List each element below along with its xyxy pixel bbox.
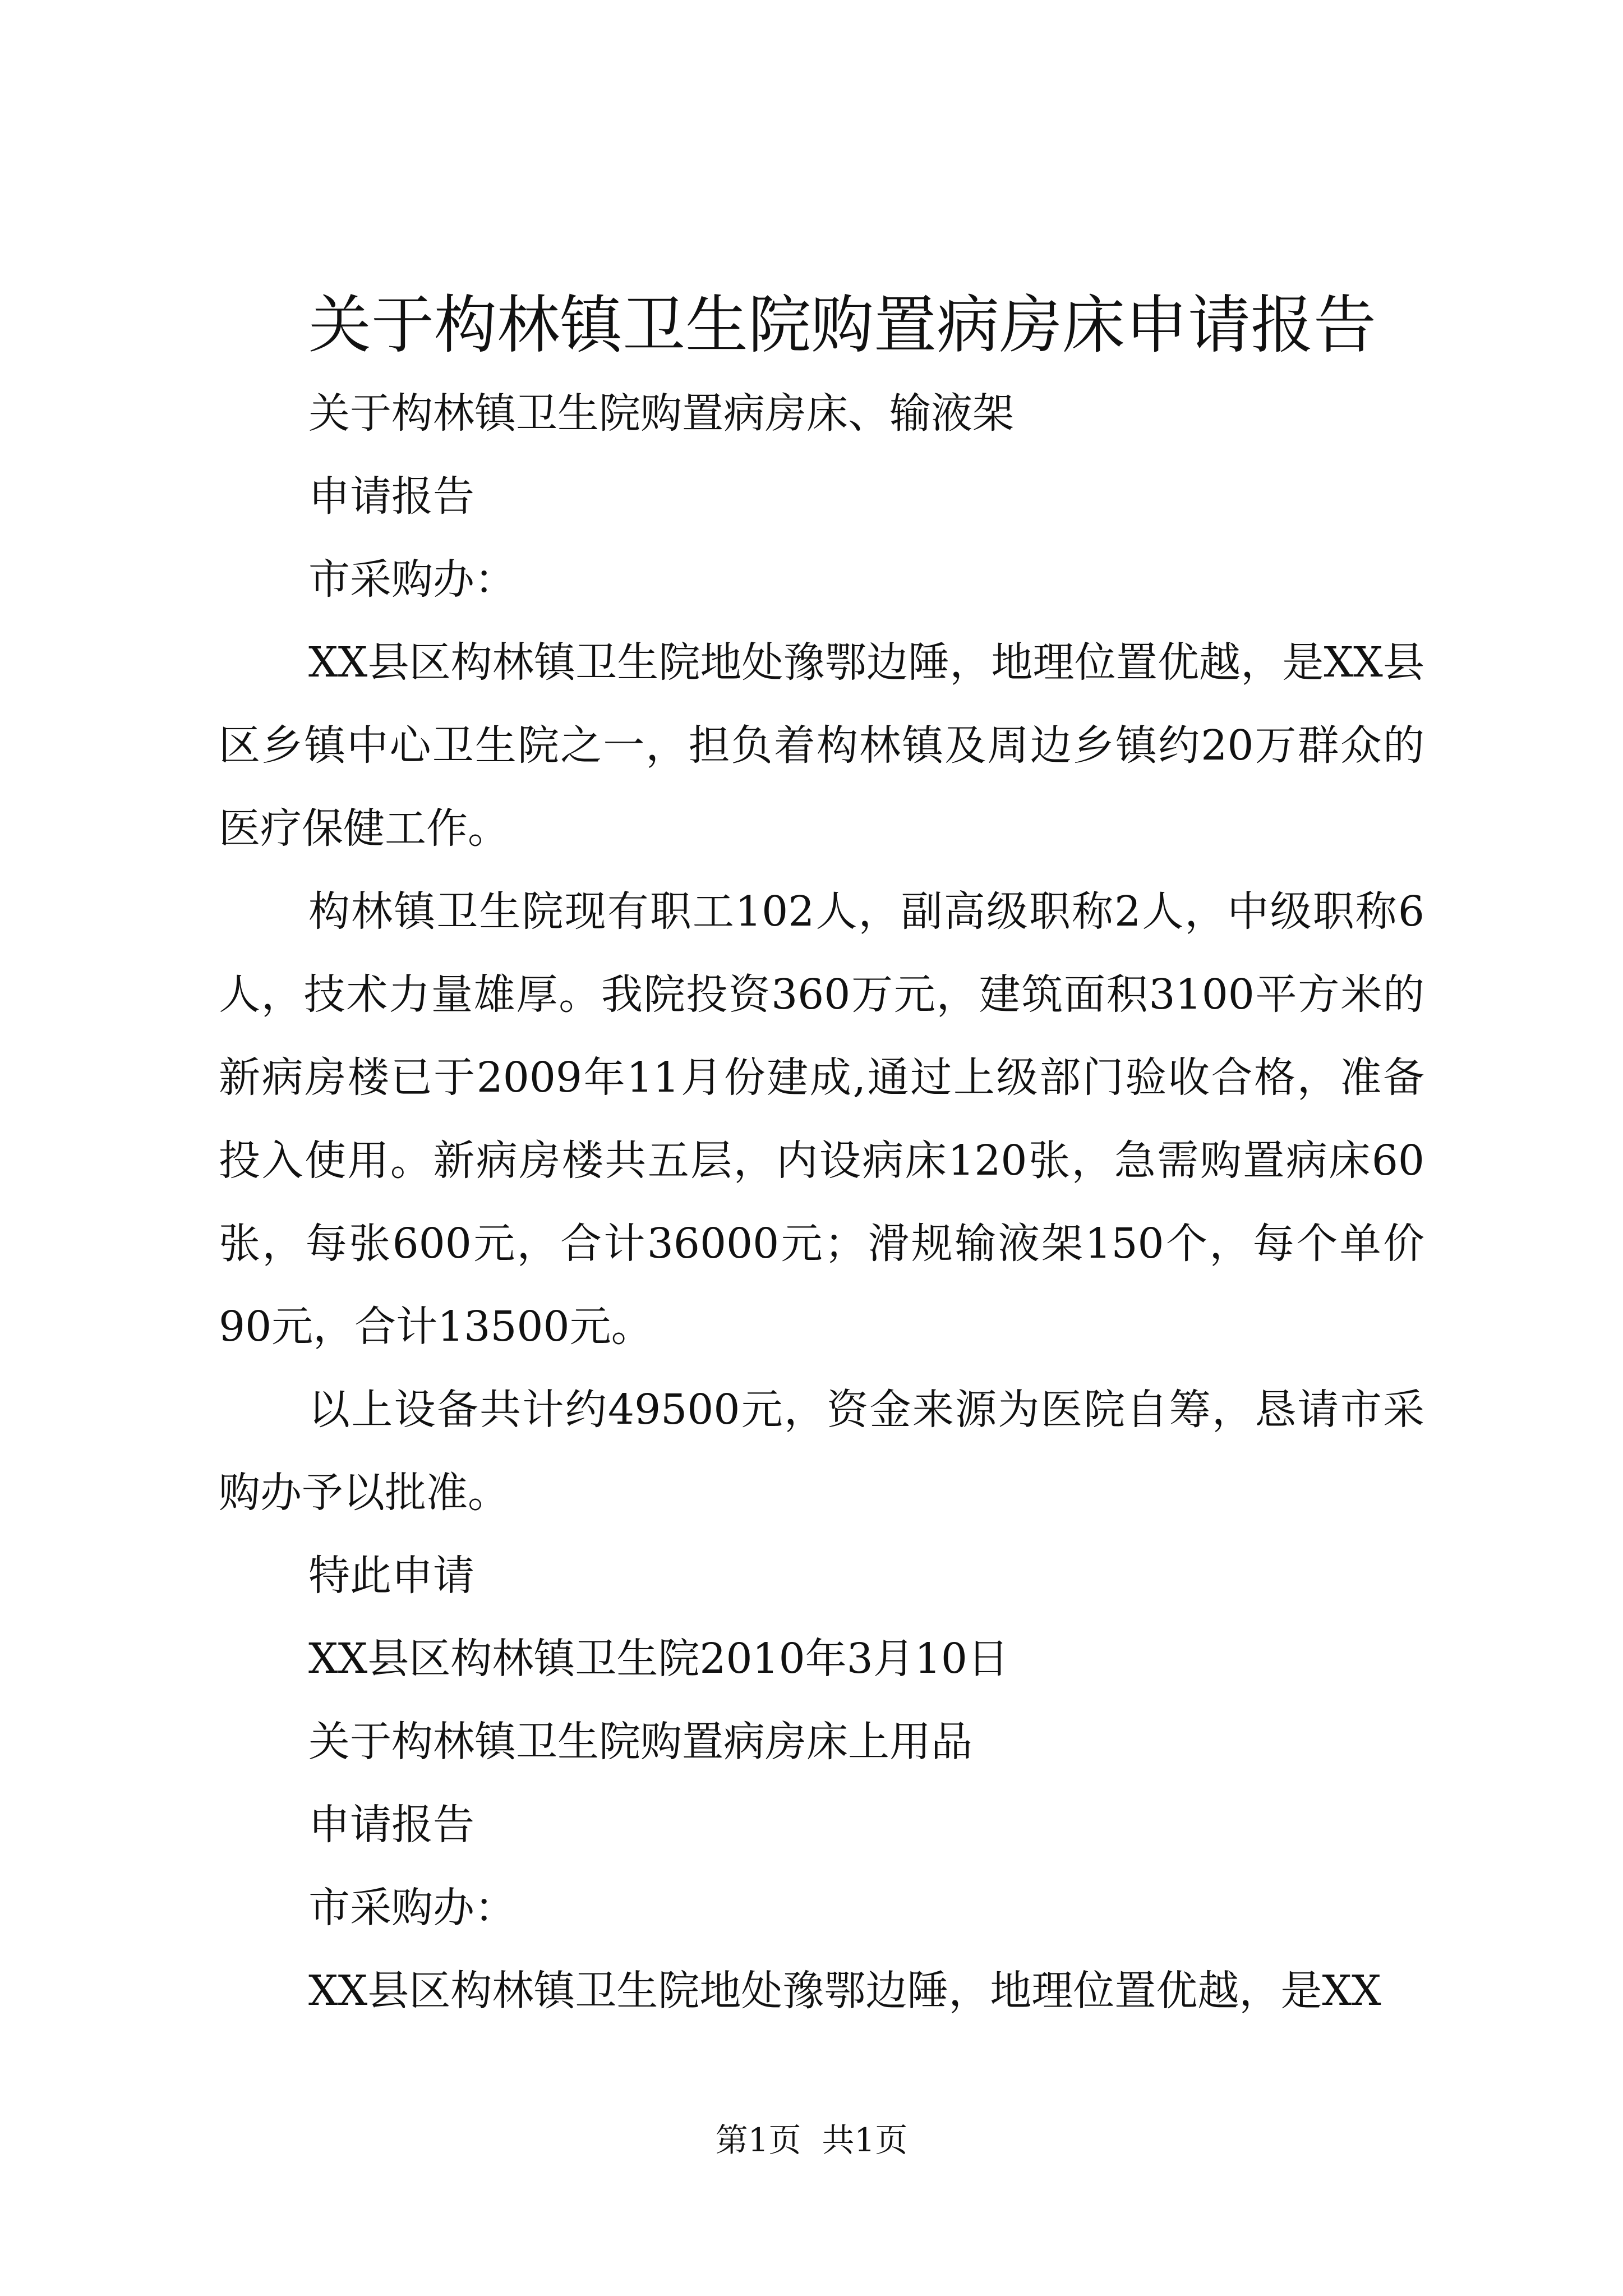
subtitle-line: 关于构林镇卫生院购置病房床、输液架 — [308, 389, 1014, 438]
document-body — [219, 283, 1424, 2032]
page-footer: 第1页 共1页 — [715, 2121, 908, 2159]
subtitle-line: 关于构林镇卫生院购置病房床上用品 — [308, 1718, 972, 1766]
closing-line: 特此申请 — [308, 1552, 474, 1600]
subtitle-line: 申请报告 — [308, 472, 474, 521]
addressee: 市采购办： — [308, 555, 516, 604]
body-paragraph: XX县区构林镇卫生院地处豫鄂边陲，地理位置优越，是XX — [308, 1967, 1381, 2015]
subtitle-line: 申请报告 — [308, 1801, 474, 1849]
document-title: 关于构林镇卫生院购置病房床申请报告 — [308, 289, 1376, 362]
signature-line: XX县区构林镇卫生院2010年3月10日 — [308, 1635, 1009, 1683]
body-paragraph: XX县区构林镇卫生院地处豫鄂边陲，地理位置优越，是XX县区乡镇中心卫生院之一，担负着构林镇及周边乡镇约20万群众的医疗保健工作。 — [219, 638, 1424, 853]
body-paragraph: 以上设备共计约49500元，资金来源为医院自筹，恳请市采购办予以批准。 — [219, 1386, 1424, 1517]
addressee: 市采购办： — [308, 1884, 516, 1932]
body-paragraph: 构林镇卫生院现有职工102人，副高级职称2人，中级职称6人，技术力量雄厚。我院投资360万元，建筑面积3100平方米的新病房楼已于2009年11月份建成,通过上级部门验收合格，准备投入使用。新病房楼共五层，内设病床120张，急需购置病床60张，每张600元，合计36000元；滑规输液架150个，每个单价90元，合计13500元。 — [219, 887, 1424, 1351]
